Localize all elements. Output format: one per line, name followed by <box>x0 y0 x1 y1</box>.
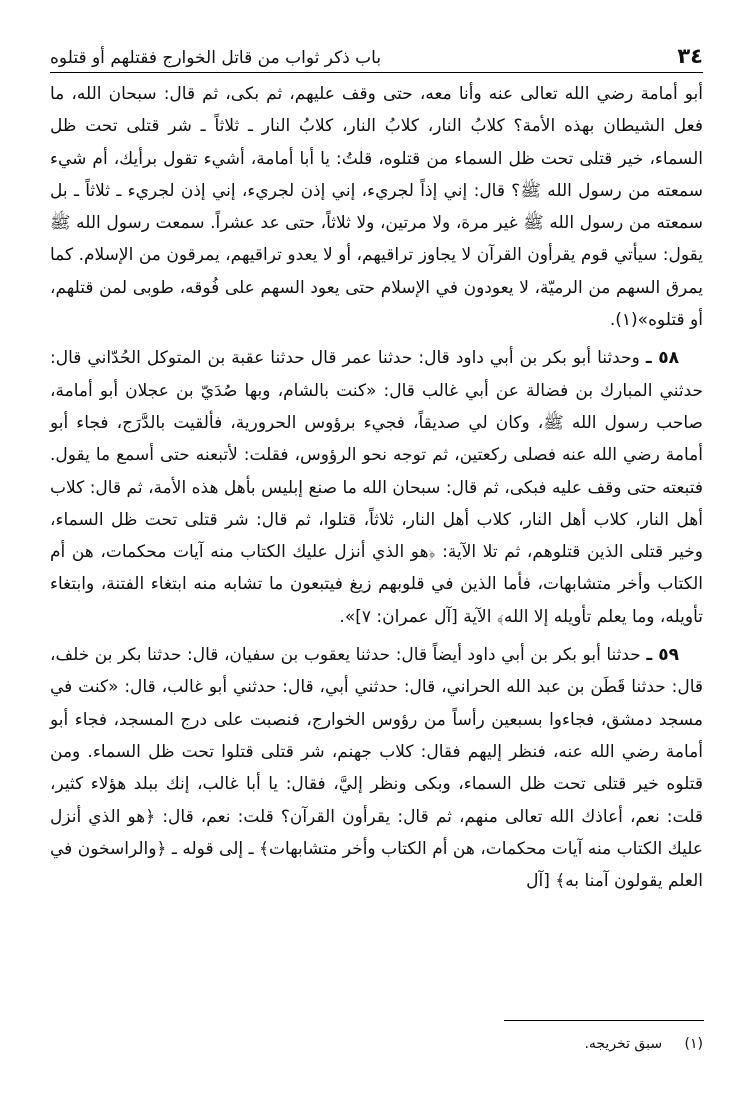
running-header <box>50 28 703 68</box>
paragraph-text: وحدثنا أبو بكر بن أبي داود قال: حدثنا عمر قال حدثنا عقبة بن المتوكل الحُدّاني قال: حدثني المبارك بن فضالة عن أبي غالب قال: «كنت بالشام، وبها صُدَيّ بن عجلان أبو أمامة، صاحب رسول الله ﷺ، وكان لي صديقاً، فجيء برؤوس الحرورية، فألقيت بالدَّرَج، فجاء أبو أمامة رضي الله عنه فصلى ركعتين، ثم توجه نحو الرؤوس، فقلت: لأتبعنه حتى أسمع ما يقول. فتبعته حتى وقف عليه فبكى، ثم قال: سبحان الله ما صنع إبليس بأهل هذه الأمة، ثم قال: كلاب أهل النار، كلاب أهل النار، كلاب أهل النار، ثلاثاً، قتلوا، ثم قال: شر قتلى تحت ظل السماء، وخير قتلى الذين قتلوهم، ثم تلا الآية: ﴿هو الذي أنزل عليك الكتاب منه آيات محكمات، هن أم الكتاب وأخر متشابهات، فأما الذين في قلوبهم زيغ فيتبعون ما تشابه منه ابتغاء الفتنة، وابتغاء تأويله، وما يعلم تأويله إلا الله﴾ الآية [آل عمران: ٧]». <box>50 348 703 627</box>
page-number: ٣٤ <box>677 44 703 68</box>
paragraph-text: حدثنا أبو بكر بن أبي داود أيضاً قال: حدثنا يعقوب بن سفيان، قال: حدثنا بكر بن خلف، قال: حدثنا قَطَن بن عبد الله الحراني، قال: حدثني أبي، قال: حدثني أبو غالب، قال: «كنت في مسجد دمشق، فجاءوا بسبعين رأساً من رؤوس الخوارج، فنصبت على درج المسجد، فجاء أبو أمامة رضي الله عنه، فنظر إليهم فقال: كلاب جهنم، شر قتلى قتلوا تحت ظل السماء. ومن قتلوه خير قتلى تحت ظل السماء، وبكى ونظر إليَّ، فقال: يا أبا غالب، إنك ببلد هؤلاء كثير، قلت: نعم، أعاذك الله تعالى منهم، ثم قال: يقرأون القرآن؟ قلت: نعم، قال: ﴿هو الذي أنزل عليك الكتاب منه آيات محكمات، هن أم الكتاب وأخر متشابهات﴾ ـ إلى قوله ـ ﴿والراسخون في العلم يقولون آمنا به﴾ [آل <box>50 645 703 892</box>
paragraph-text: أبو أمامة رضي الله تعالى عنه وأنا معه، حتى وقف عليهم، ثم بكى، ثم قال: سبحان الله، ما فعل الشيطان بهذه الأمة؟ كلابُ النار، كلابُ النار، كلابُ النار ـ ثلاثاً ـ شر قتلى تحت ظل السماء، خير قتلى تحت ظل السماء من قتلوه، قلتُ: يا أبا أمامة، أشيء تقول برأيك، أم شيء سمعته من رسول الله ﷺ؟ قال: إني إذاً لجريء، إني إذن لجريء، إني إذن لجريء ـ ثلاثاً ـ بل سمعته من رسول الله ﷺ غير مرة، ولا مرتين، ولا ثلاثاً، حتى عد عشراً. سمعت رسول الله ﷺ يقول: سيأتي قوم يقرأون القرآن لا يجاوز تراقيهم، أو لا يعدو تراقيهم، يمرقون من الإسلام. كما يمرق السهم من الرميّة، لا يعودون في الإسلام حتى يعود السهم على فُوقه، طوبى لمن قتلهم، أو قتلوه»(١). <box>50 84 703 331</box>
footnote <box>50 1036 703 1052</box>
footnote-divider <box>504 1020 704 1021</box>
paragraph-continuation <box>50 78 703 336</box>
hadith-59 <box>50 639 703 897</box>
header-divider <box>50 72 703 73</box>
footnote-number: (١) <box>684 1036 703 1052</box>
footnote-text: سبق تخريجه. <box>584 1036 663 1052</box>
hadith-58 <box>50 342 703 633</box>
chapter-title: باب ذكر ثواب من قاتل الخوارج فقتلهم أو قتلوه <box>50 48 382 68</box>
page-body <box>50 78 703 897</box>
hadith-number: ٥٨ ـ <box>645 348 679 369</box>
hadith-number: ٥٩ ـ <box>646 645 679 666</box>
